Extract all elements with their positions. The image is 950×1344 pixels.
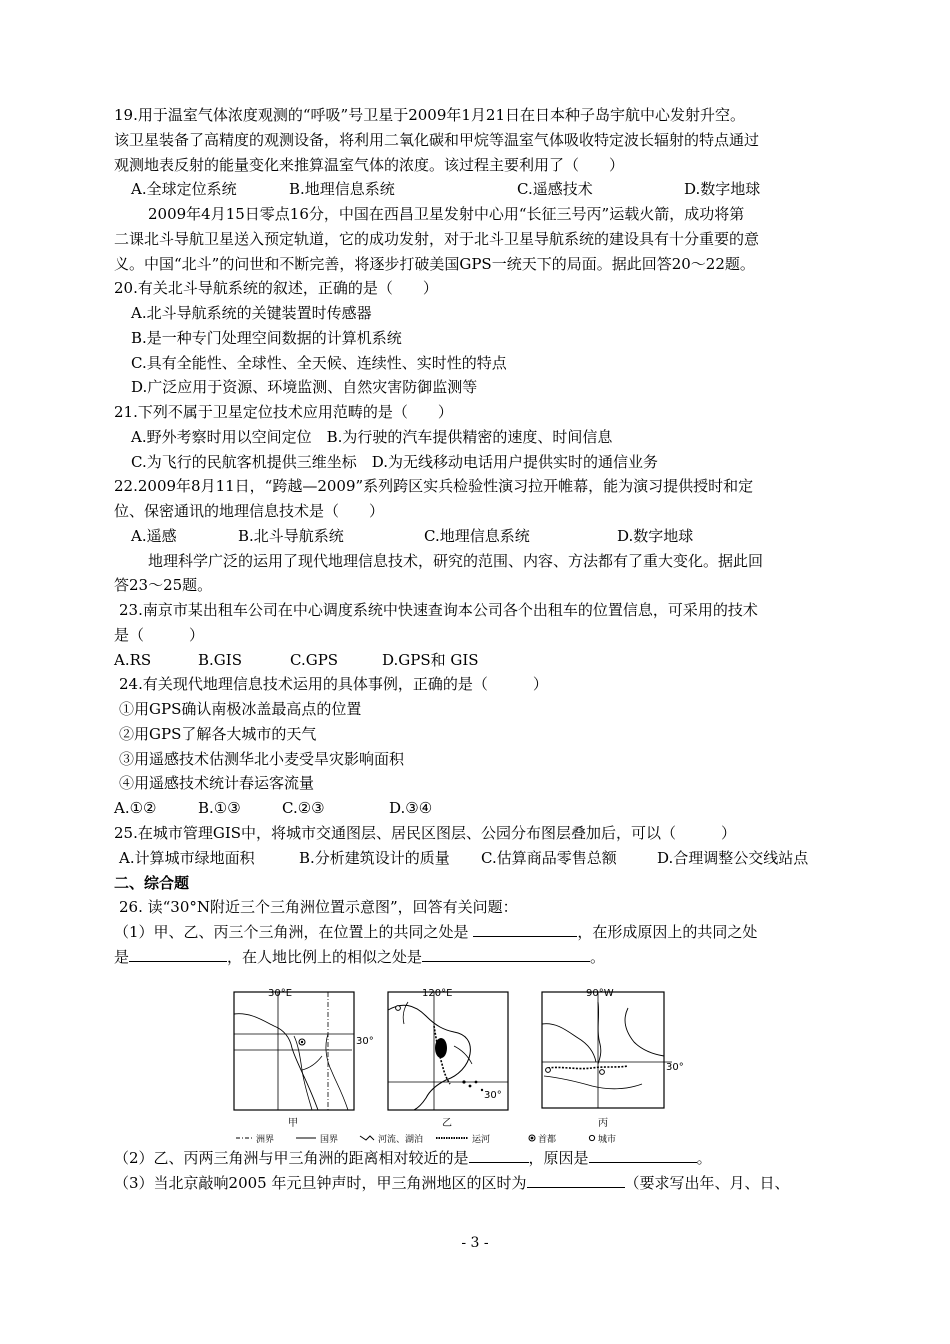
- q19-option-c: C.遥感技术: [517, 180, 593, 198]
- q25-stem: 25.在城市管理GIS中，将城市交通图层、居民区图层、公园分布图层叠加后，可以（ ）: [114, 824, 737, 842]
- q23-options: [114, 650, 479, 670]
- q23-option-a: A.RS: [114, 651, 152, 669]
- map-yi: [388, 988, 508, 1129]
- q24-option-b: B.①③: [198, 799, 241, 817]
- q22-line2: 位、保密通讯的地理信息技术是（ ）: [114, 502, 385, 520]
- q22-line1: 22.2009年8月11日，“跨越—2009”系列跨区实兵检验性演习拉开帷幕，能为演习提供授时和定: [114, 477, 754, 495]
- map-jia: [234, 988, 374, 1129]
- q26-part2: （2）乙、丙两三角洲与甲三角洲的距离相对较近的是 ，原因是 。: [114, 1149, 712, 1167]
- delta-maps-svg: [232, 986, 712, 1144]
- answer-blank-2[interactable]: [129, 947, 227, 962]
- q20-stem: 20.有关北斗导航系统的叙述，正确的是（ ）: [114, 279, 438, 297]
- q23-line2: 是（ ）: [114, 626, 205, 644]
- q19-option-a: A.全球定位系统: [131, 180, 237, 198]
- section-heading: 二、综合题: [114, 874, 190, 892]
- legend-canal: 运河: [472, 1135, 491, 1144]
- q20-option-d: D.广泛应用于资源、环境监测、自然灾害防御监测等: [131, 378, 478, 396]
- q24-stem: 24.有关现代地理信息技术运用的具体事例，正确的是（ ）: [119, 675, 548, 693]
- legend-national-border: 国界: [320, 1135, 339, 1144]
- q22-option-c: C.地理信息系统: [424, 527, 530, 545]
- answer-blank-6[interactable]: [527, 1173, 625, 1188]
- q19-line3: 观测地表反射的能量变化来推算温室气体的浓度。该过程主要利用了（ ）: [114, 156, 625, 174]
- q20-option-c: C.具有全能性、全球性、全天候、连续性、实时性的特点: [131, 354, 507, 372]
- intro1-line2: 二课北斗导航卫星送入预定轨道，它的成功发射，对于北斗卫星导航系统的建设具有十分重要的意: [114, 230, 760, 248]
- map-bing: [542, 988, 684, 1129]
- q24-item-3: ③用遥感技术估测华北小麦受旱灾影响面积: [119, 750, 405, 768]
- q24-option-a: A.①②: [114, 799, 157, 817]
- intro2-line1: 地理科学广泛的运用了现代地理信息技术，研究的范围、内容、方法都有了重大变化。据此回: [148, 552, 764, 570]
- answer-blank-5[interactable]: [589, 1148, 697, 1163]
- q19-line1: 19.用于温室气体浓度观测的“呼吸”号卫星于2009年1月21日在日本种子岛宇航中心发射升空。: [114, 106, 745, 124]
- map1-latitude-label: 30°: [356, 1036, 374, 1047]
- map1-longitude-label: 30°E: [268, 988, 293, 999]
- q19-option-d: D.数字地球: [684, 180, 761, 198]
- q24-item-1: ①用GPS确认南极冰盖最高点的位置: [119, 700, 362, 718]
- q25-option-a: A.计算城市绿地面积: [119, 849, 255, 867]
- q26-part3: （3）当北京敲响2005 年元旦钟声时，甲三角洲地区的区时为 （要求写出年、月、日、: [114, 1174, 790, 1192]
- q20-option-b: B.是一种专门处理空间数据的计算机系统: [131, 329, 402, 347]
- q25-option-d: D.合理调整公交线站点: [657, 849, 809, 867]
- map1-name: 甲: [288, 1118, 298, 1129]
- q25-options: [119, 848, 808, 868]
- q24-option-c: C.②③: [282, 799, 325, 817]
- q23-line1: 23.南京市某出租车公司在中心调度系统中快速查询本公司各个出租车的位置信息，可采用的技术: [119, 601, 758, 619]
- intro2-line2: 答23～25题。: [114, 576, 213, 594]
- q19-option-b: B.地理信息系统: [289, 180, 395, 198]
- map2-name: 乙: [442, 1118, 452, 1129]
- q25-option-b: B.分析建筑设计的质量: [299, 849, 450, 867]
- q24-item-4: ④用遥感技术统计春运客流量: [119, 774, 315, 792]
- answer-blank-4[interactable]: [469, 1148, 529, 1163]
- answer-blank-1[interactable]: [473, 922, 577, 937]
- q26-part1-line1: （1）甲、乙、丙三个三角洲，在位置上的共同之处是 ，在形成原因上的共同之处: [114, 923, 758, 941]
- legend-capital: 首都: [538, 1135, 557, 1144]
- legend-continent-boundary: 洲界: [256, 1135, 275, 1144]
- q21-stem: 21.下列不属于卫星定位技术应用范畴的是（ ）: [114, 403, 453, 421]
- q21-options-row2: C.为飞行的民航客机提供三维坐标 D.为无线移动电话用户提供实时的通信业务: [131, 453, 658, 471]
- delta-maps-figure: [232, 986, 712, 1144]
- page-number: - 3 -: [461, 1235, 489, 1251]
- q22-option-b: B.北斗导航系统: [238, 527, 344, 545]
- q26-part1-line2: 是 ，在人地比例上的相似之处是 。: [114, 948, 606, 966]
- q21-options-row1: A.野外考察时用以空间定位 B.为行驶的汽车提供精密的速度、时间信息: [131, 428, 613, 446]
- legend-rivers-lakes: 河流、湖泊: [378, 1135, 424, 1144]
- map3-name: 丙: [598, 1118, 608, 1129]
- q26-stem: 26. 读“30°N附近三个三角洲位置示意图”，回答有关问题：: [119, 898, 518, 916]
- q19-options: [131, 179, 760, 199]
- map2-latitude-label: 30°: [484, 1090, 502, 1101]
- map3-longitude-label: 90°W: [586, 988, 614, 999]
- map2-longitude-label: 120°E: [422, 988, 453, 999]
- q25-option-c: C.估算商品零售总额: [481, 849, 617, 867]
- intro1-line3: 义。中国“北斗”的问世和不断完善，将逐步打破美国GPS一统天下的局面。据此回答20～22题。: [114, 255, 755, 273]
- map-legend: [236, 1133, 616, 1144]
- q24-item-2: ②用GPS了解各大城市的天气: [119, 725, 317, 743]
- q23-option-b: B.GIS: [198, 651, 242, 669]
- q22-option-d: D.数字地球: [617, 527, 694, 545]
- intro1-line1: 2009年4月15日零点16分，中国在西昌卫星发射中心用“长征三号丙”运载火箭，成功将第: [148, 205, 745, 223]
- q24-option-d: D.③④: [389, 799, 433, 817]
- q24-options: [114, 798, 432, 818]
- q23-option-c: C.GPS: [290, 651, 339, 669]
- q22-options: [131, 526, 693, 546]
- q20-option-a: A.北斗导航系统的关键装置时传感器: [131, 304, 372, 322]
- q23-option-d: D.GPS和 GIS: [382, 651, 479, 669]
- q19-line2: 该卫星装备了高精度的观测设备，将利用二氧化碳和甲烷等温室气体吸收特定波长辐射的特点通过: [114, 131, 760, 149]
- q22-option-a: A.遥感: [131, 527, 177, 545]
- map3-latitude-label: 30°: [666, 1062, 684, 1073]
- answer-blank-3[interactable]: [422, 947, 590, 962]
- legend-city: 城市: [598, 1135, 617, 1144]
